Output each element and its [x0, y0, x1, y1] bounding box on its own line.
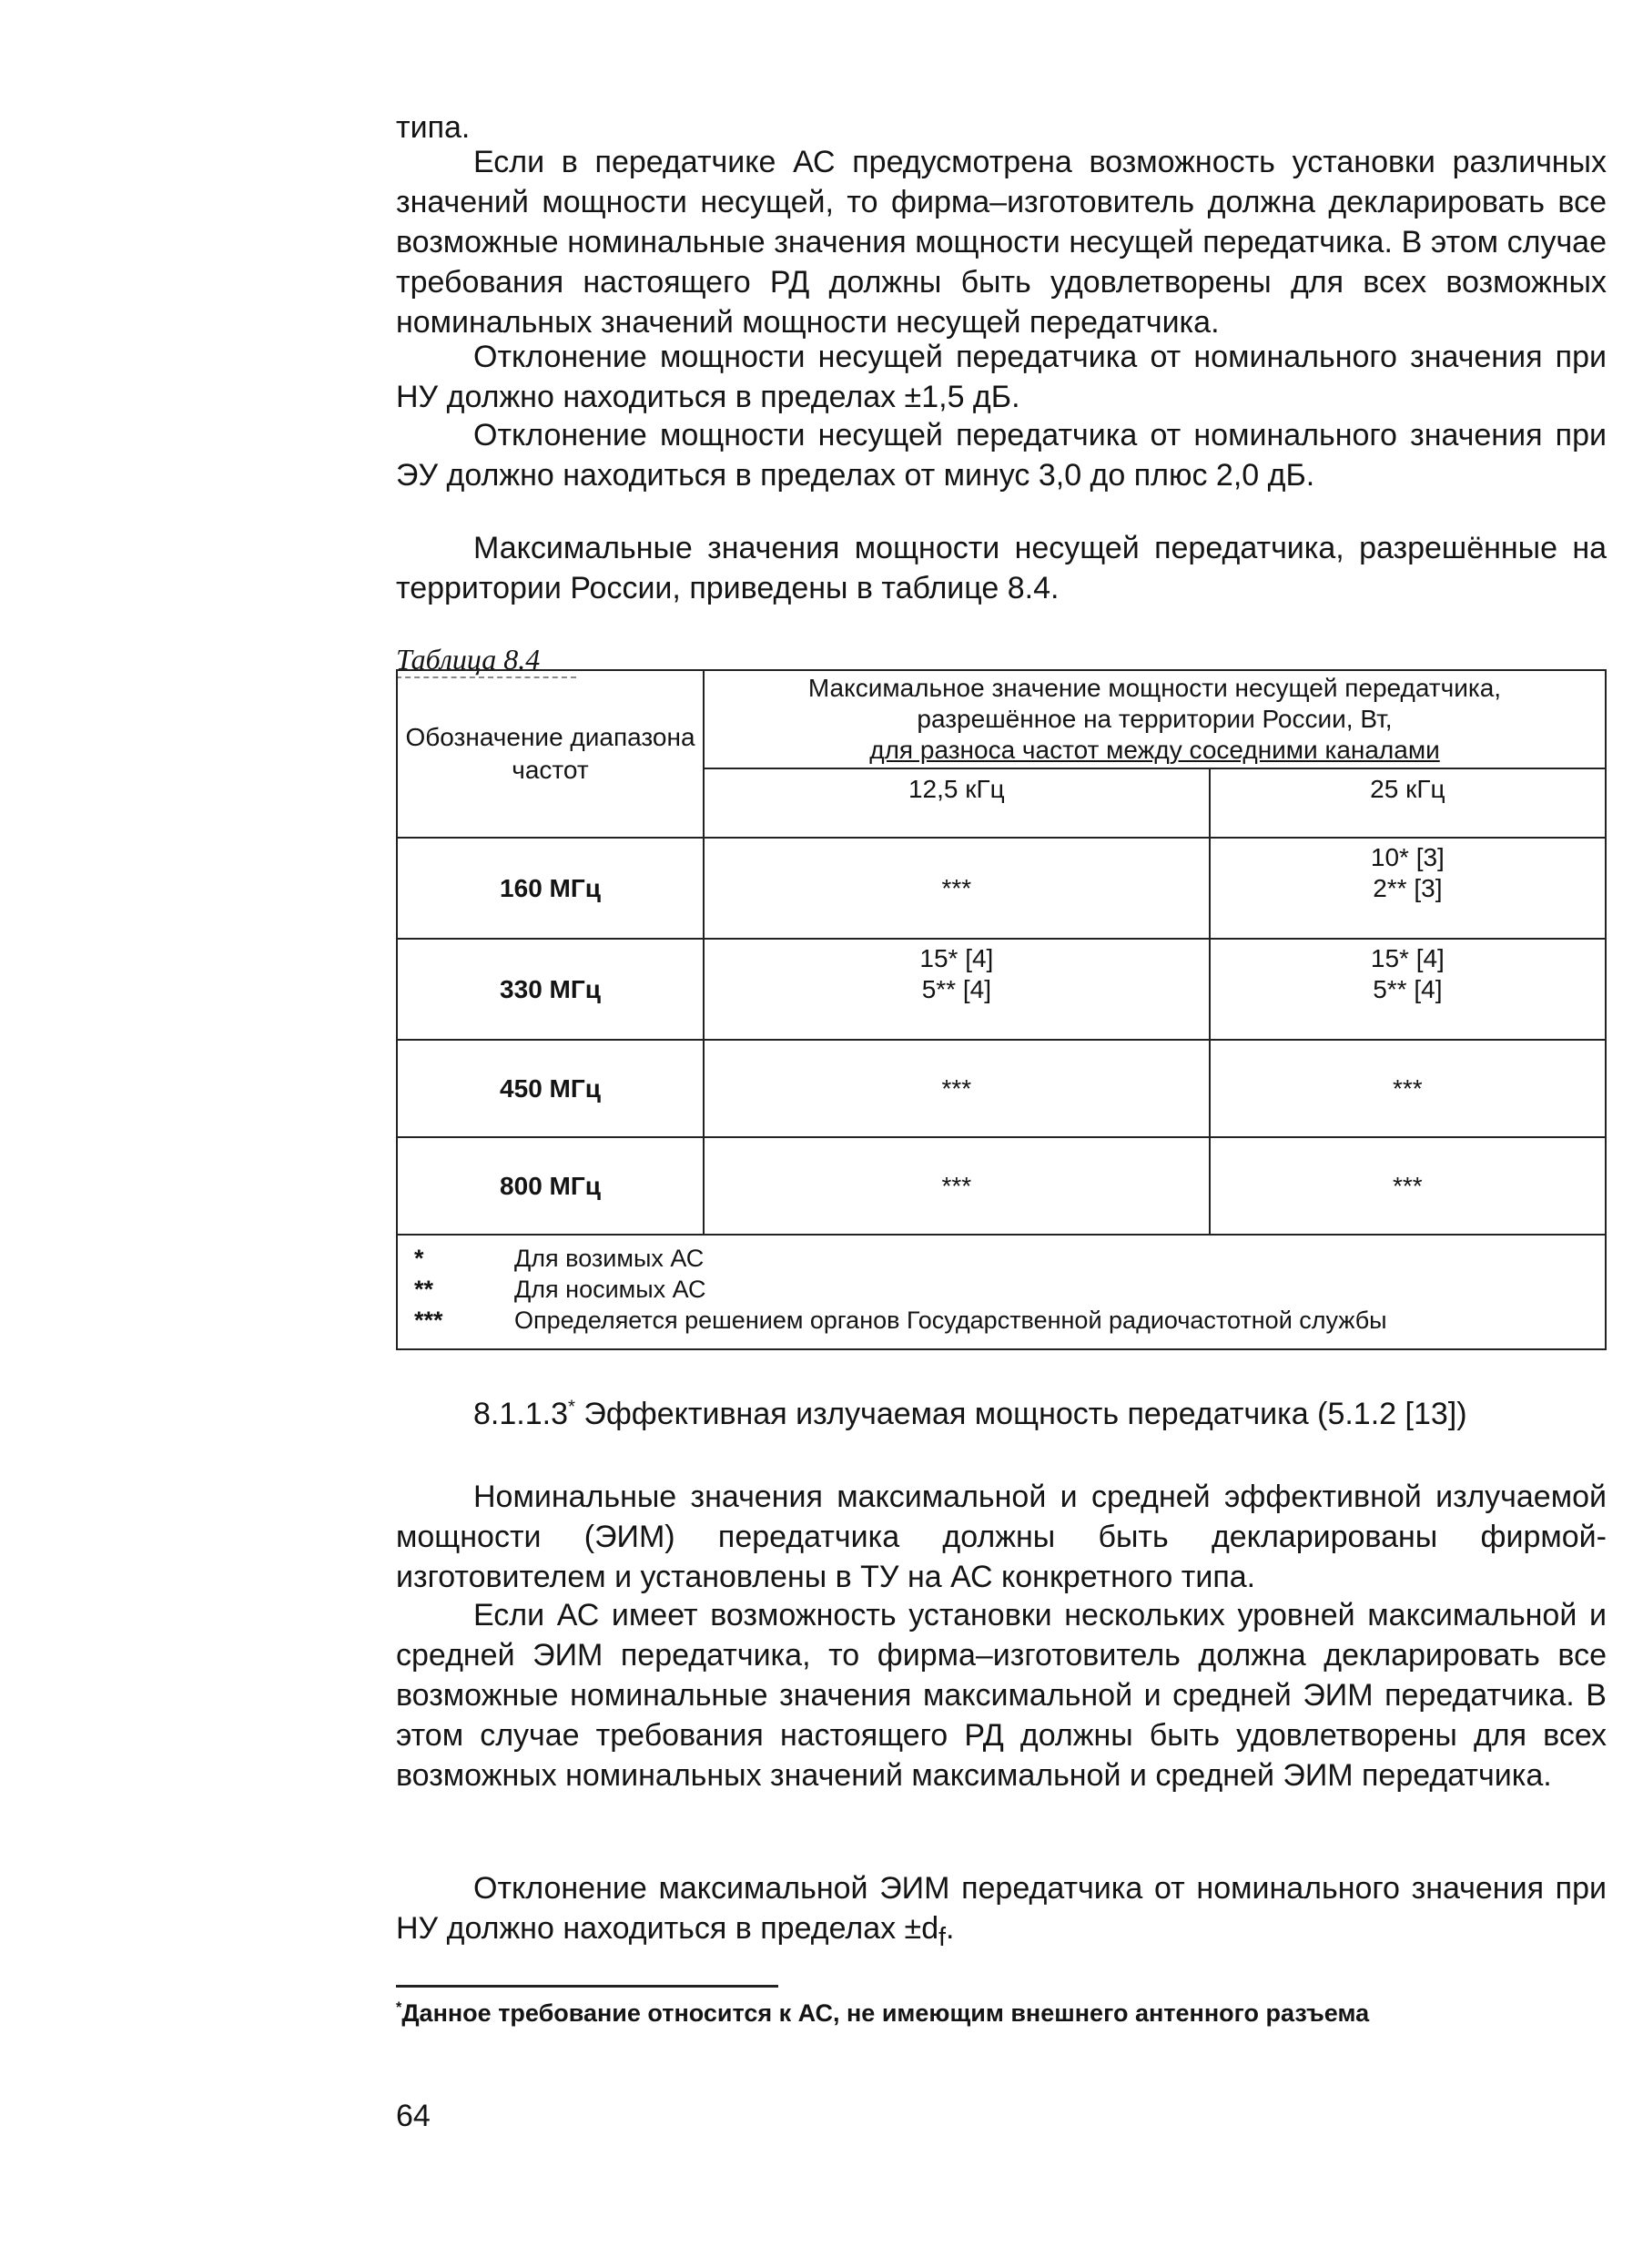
value-cell: 10* [3] 2** [3] [1210, 838, 1606, 939]
table-row [397, 1137, 1606, 1235]
table-caption: Таблица 8.4 [396, 643, 576, 678]
header-max-power-line2: разрешённое на территории России, Вт, [917, 705, 1393, 733]
footnote [396, 1999, 1369, 2028]
value-cell: *** [1210, 1137, 1606, 1235]
table-row [397, 939, 1606, 1040]
band-cell: 450 МГц [397, 1040, 704, 1137]
paragraph-deviation-eu: Отклонение мощности несущей передатчика от номинального значения при ЭУ должно находиться в пределах от минус 3,0 до плюс 2,0 дБ. [396, 418, 1607, 493]
paragraph-power-settings: Если в передатчике АС предусмотрена возможность установки различных значений мощности несущей, то фирма–изготовитель должна декларировать все возможные номинальные значения мощности несущей передатчика. В этом случае требования настоящего РД должны быть удовлетворены для всех возможных номинальных значений мощности несущей передатчика. [396, 145, 1607, 340]
note-item: ** Для носимых АС [414, 1276, 706, 1303]
band-cell: 160 МГц [397, 838, 704, 939]
value-cell: 15* [4] 5** [4] [704, 939, 1210, 1040]
header-max-power-line1: Максимальное значение мощности несущей передатчика, [807, 674, 1502, 702]
note-item: * Для возимых АС [414, 1245, 705, 1272]
header-band-designation: Обозначение диапазона частот [397, 670, 704, 838]
section-heading [473, 1397, 1467, 1432]
header-spacing-12-5: 12,5 кГц [704, 768, 1210, 838]
table-notes [397, 1235, 1606, 1349]
table-row [397, 1040, 1606, 1137]
section-number: 8.1.1.3 [473, 1397, 568, 1431]
value-cell: *** [704, 1040, 1210, 1137]
value-cell: 15* [4] 5** [4] [1210, 939, 1606, 1040]
band-cell: 330 МГц [397, 939, 704, 1040]
value-cell: *** [704, 838, 1210, 939]
value-cell: *** [704, 1137, 1210, 1235]
header-max-power [704, 670, 1606, 768]
paragraph-deviation-nu: Отклонение мощности несущей передатчика от номинального значения при НУ должно находиться в пределах ±1,5 дБ. [396, 340, 1607, 414]
note-item: *** Определяется решением органов Государственной радиочастотной службы [414, 1307, 1387, 1334]
footnote-text: Данное требование относится к АС, не имеющим внешнего антенного разъема [401, 1999, 1370, 2027]
value-cell: *** [1210, 1040, 1606, 1137]
band-cell: 800 МГц [397, 1137, 704, 1235]
table-notes-row [397, 1235, 1606, 1349]
footnote-separator [396, 1985, 778, 1988]
header-spacing-25: 25 кГц [1210, 768, 1606, 838]
table-row [397, 838, 1606, 939]
paragraph-eirp-levels: Если АС имеет возможность установки нескольких уровней максимальной и средней ЭИМ передатчика, то фирма–изготовитель должна декларировать все возможные номинальные значения максимальной и средней ЭИМ передатчика. В этом случае требования настоящего РД должны быть удовлетворены для всех возможных номинальных значений максимальной и средней ЭИМ передатчика. [396, 1598, 1607, 1793]
page-number: 64 [396, 2099, 431, 2133]
header-max-power-line3: для разноса частот между соседними каналами [869, 736, 1440, 764]
paragraph-eirp-declared: Номинальные значения максимальной и средней эффективной излучаемой мощности (ЭИМ) передатчика должны быть декларированы фирмой-изготовителем и установлены в ТУ на АС конкретного типа. [396, 1480, 1607, 1594]
paragraph-eirp-deviation: Отклонение максимальной ЭИМ передатчика от номинального значения при НУ должно находиться в пределах $\pm d_f$. [396, 1871, 1607, 1952]
section-footnote-marker: * [567, 1397, 575, 1418]
paragraph-continuation: типа. [396, 110, 471, 145]
power-table [396, 669, 1607, 1350]
footnote-marker: * [396, 1999, 402, 2016]
paragraph-max-values: Максимальные значения мощности несущей передатчика, разрешённые на территории России, приведены в таблице 8.4. [396, 531, 1607, 605]
section-title: Эффективная излучаемая мощность передатчика (5.1.2 [13]) [583, 1397, 1467, 1431]
